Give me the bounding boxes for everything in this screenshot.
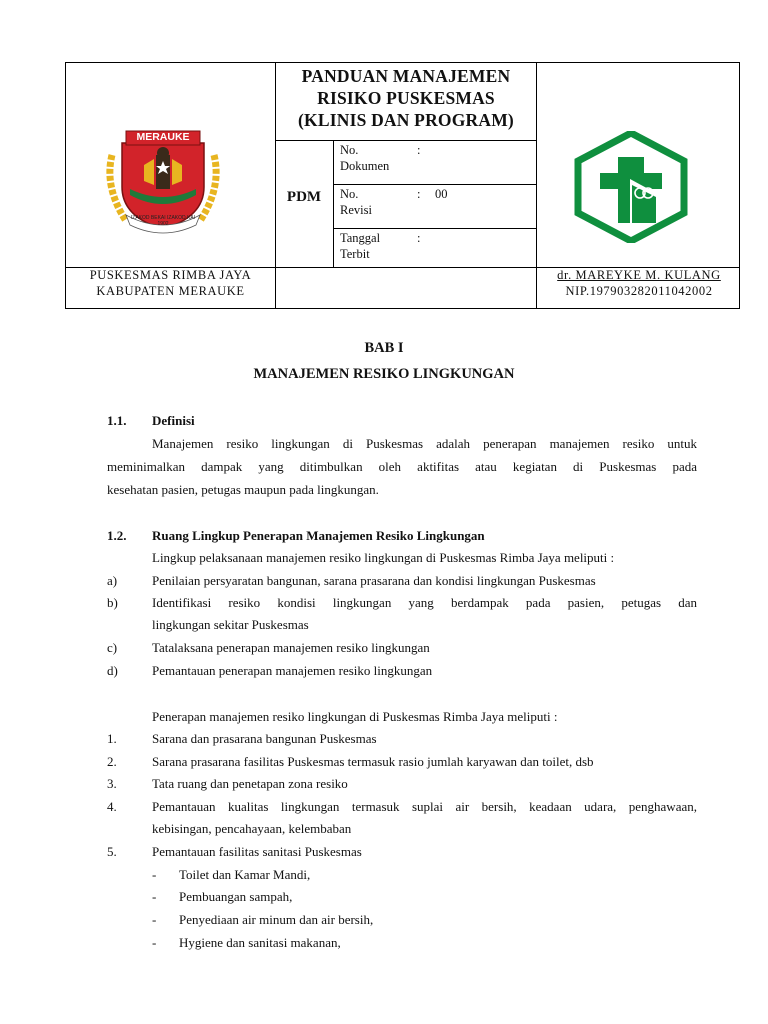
chapter-title: MANAJEMEN RESIKO LINGKUNGAN [253,366,515,382]
list-item: Identifikasi resiko kondisi lingkungan yang berdampak pada pasien, petugas dan [152,595,697,610]
list-marker: a) [107,573,118,588]
divider [333,140,334,267]
sublist-item: Penyediaan air minum dan air bersih, [179,912,374,927]
title-line: (KLINIS DAN PROGRAM) [298,110,514,130]
signatory-block [537,267,741,299]
signatory-nip: NIP.197903282011042002 [565,284,713,298]
title-line: PANDUAN MANAJEMEN [301,66,511,86]
list-marker: 1. [107,731,117,746]
divider [333,184,536,185]
title-line: RISIKO PUSKESMAS [317,88,495,108]
emblem-banner-text: MERAUKE [136,131,190,143]
paragraph-line: meminimalkan dampak yang ditimbulkan oleh aktifitas atau kegiatan di Puskesmas pada [107,459,697,474]
meta-label: No. [340,187,359,201]
list-item: Penilaian persyaratan bangunan, sarana prasarana dan kondisi lingkungan Puskesmas [152,573,596,588]
section-title: Ruang Lingkup Penerapan Manajemen Resiko Lingkungan [152,528,485,543]
sublist-marker: - [152,867,157,882]
list-marker: b) [107,595,118,610]
meta-colon: : [417,143,421,157]
list-marker: 2. [107,754,117,769]
doc-code: PDM [286,189,322,205]
sublist-item: Toilet dan Kamar Mandi, [179,867,311,882]
sublist-marker: - [152,889,157,904]
section-title: Definisi [152,413,195,428]
list-item: lingkungan sekitar Puskesmas [152,617,309,632]
document-header-table [65,62,740,309]
emblem-motto: IZAKOD BEKAI IZAKOD KAI [130,215,196,221]
meta-value: 00 [435,187,448,201]
list-item: Pemantauan penerapan manajemen resiko lingkungan [152,663,433,678]
list-item: Sarana dan prasarana bangunan Puskesmas [152,731,377,746]
list-item: Pemantauan kualitas lingkungan termasuk suplai air bersih, keadaan udara, penghawaan, [152,799,697,814]
list-marker: 4. [107,799,117,814]
list-marker: c) [107,640,118,655]
organization-name [66,267,275,299]
list-item: Tata ruang dan penetapan zona resiko [152,776,348,791]
meta-label: Terbit [340,247,370,261]
paragraph-line: kesehatan pasien, petugas maupun pada lingkungan. [107,482,379,497]
document-title [275,65,537,131]
list-item: Sarana prasarana fasilitas Puskesmas termasuk rasio jumlah karyawan dan toilet, dsb [152,754,594,769]
list-item: kebisingan, pencahayaan, kelembaban [152,821,352,836]
meta-label: Revisi [340,203,372,217]
list-marker: 3. [107,776,117,791]
meta-label: No. [340,143,359,157]
divider [275,140,536,141]
paragraph-line: Manajemen resiko lingkungan di Puskesmas adalah penerapan manajemen resiko untuk [152,436,697,451]
sublist-item: Pembuangan sampah, [179,889,293,904]
section-number: 1.1. [107,413,127,428]
section-intro: Lingkup pelaksanaan manajemen resiko lingkungan di Puskesmas Rimba Jaya meliputi : [152,550,615,565]
list-item: Tatalaksana penerapan manajemen resiko lingkungan [152,640,430,655]
section-number: 1.2. [107,528,127,543]
puskesmas-cross-logo-icon [572,131,690,243]
meta-colon: : [417,231,421,245]
divider [333,228,536,229]
list-marker: 5. [107,844,117,859]
list-marker: d) [107,663,118,678]
sublist-marker: - [152,912,157,927]
meta-label: Dokumen [340,159,390,173]
list-item: Pemantauan fasilitas sanitasi Puskesmas [152,844,362,859]
meta-colon: : [417,187,421,201]
org-line: KABUPATEN MERAUKE [96,284,245,298]
org-line: PUSKESMAS RIMBA JAYA [89,268,252,282]
meta-label: Tanggal [340,231,381,245]
signatory-name: dr. MAREYKE M. KULANG [557,268,721,282]
emblem-year: 1902 [157,221,169,227]
sublist-marker: - [152,935,157,950]
chapter-number: BAB I [364,340,404,356]
section-intro: Penerapan manajemen resiko lingkungan di Puskesmas Rimba Jaya meliputi : [152,709,558,724]
sublist-item: Hygiene dan sanitasi makanan, [179,935,341,950]
